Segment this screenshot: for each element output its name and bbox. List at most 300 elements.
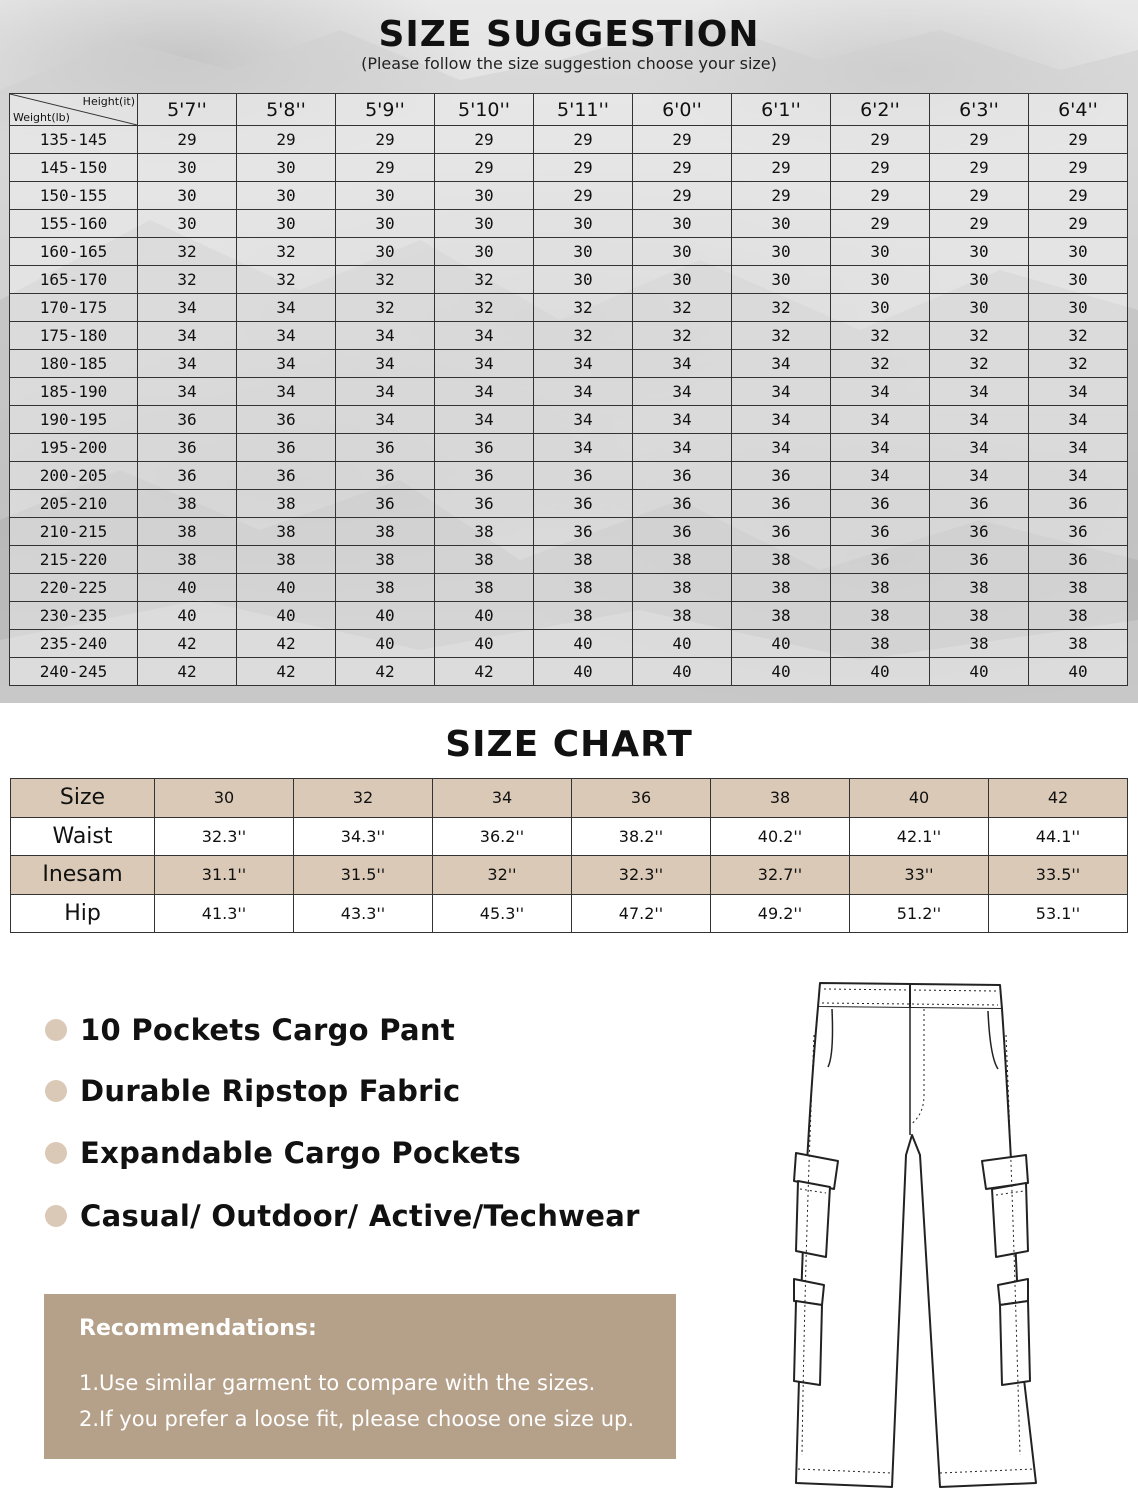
size-suggestion-title: SIZE SUGGESTION xyxy=(378,14,760,55)
suggested-size-cell: 38 xyxy=(732,602,831,630)
suggested-size-cell: 38 xyxy=(336,518,435,546)
suggested-size-cell: 34 xyxy=(732,378,831,406)
weight-range-cell: 155-160 xyxy=(10,210,138,238)
suggested-size-cell: 38 xyxy=(435,518,534,546)
suggested-size-cell: 32 xyxy=(1029,350,1128,378)
suggested-size-cell: 40 xyxy=(1029,658,1128,686)
weight-row xyxy=(10,518,1128,546)
suggested-size-cell: 29 xyxy=(1029,154,1128,182)
suggested-size-cell: 36 xyxy=(930,546,1029,574)
weight-range-cell: 190-195 xyxy=(10,406,138,434)
table-corner-cell xyxy=(10,94,138,126)
suggested-size-cell: 34 xyxy=(1029,462,1128,490)
suggested-size-cell: 42 xyxy=(237,658,336,686)
weight-row xyxy=(10,378,1128,406)
weight-range-cell: 145-150 xyxy=(10,154,138,182)
weight-range-cell: 195-200 xyxy=(10,434,138,462)
suggested-size-cell: 34 xyxy=(633,406,732,434)
weight-row xyxy=(10,154,1128,182)
suggested-size-cell: 36 xyxy=(336,434,435,462)
suggested-size-cell: 38 xyxy=(930,602,1029,630)
suggested-size-cell: 36 xyxy=(237,462,336,490)
suggested-size-cell: 42 xyxy=(237,630,336,658)
measurement-label: Waist xyxy=(11,817,155,856)
suggested-size-cell: 29 xyxy=(534,182,633,210)
weight-row xyxy=(10,406,1128,434)
weight-row xyxy=(10,238,1128,266)
suggested-size-cell: 38 xyxy=(237,518,336,546)
suggested-size-cell: 34 xyxy=(138,378,237,406)
suggested-size-cell: 40 xyxy=(732,630,831,658)
suggested-size-cell: 36 xyxy=(930,518,1029,546)
suggested-size-cell: 30 xyxy=(336,210,435,238)
suggested-size-cell: 29 xyxy=(1029,126,1128,154)
suggested-size-cell: 29 xyxy=(930,126,1029,154)
weight-range-cell: 210-215 xyxy=(10,518,138,546)
suggested-size-cell: 36 xyxy=(732,518,831,546)
size-chart-row xyxy=(11,779,1128,818)
bullet-dot-icon xyxy=(45,1205,67,1227)
suggested-size-cell: 36 xyxy=(1029,518,1128,546)
suggested-size-cell: 29 xyxy=(732,182,831,210)
feature-text: Durable Ripstop Fabric xyxy=(80,1074,461,1108)
measurement-value: 43.3'' xyxy=(294,894,433,933)
weight-range-cell: 215-220 xyxy=(10,546,138,574)
suggested-size-cell: 29 xyxy=(1029,182,1128,210)
measurement-value: 34 xyxy=(433,779,572,818)
weight-range-cell: 175-180 xyxy=(10,322,138,350)
suggested-size-cell: 40 xyxy=(138,602,237,630)
suggested-size-cell: 36 xyxy=(1029,490,1128,518)
weight-row xyxy=(10,294,1128,322)
suggested-size-cell: 36 xyxy=(831,490,930,518)
feature-text: Casual/ Outdoor/ Active/Techwear xyxy=(80,1199,640,1233)
suggested-size-cell: 40 xyxy=(336,630,435,658)
bullet-dot-icon xyxy=(45,1019,67,1041)
suggested-size-cell: 32 xyxy=(831,322,930,350)
weight-range-cell: 150-155 xyxy=(10,182,138,210)
measurement-value: 32.3'' xyxy=(155,817,294,856)
height-header: 5'7'' xyxy=(138,94,237,126)
measurement-value: 51.2'' xyxy=(850,894,989,933)
suggested-size-cell: 30 xyxy=(336,238,435,266)
suggested-size-cell: 36 xyxy=(138,406,237,434)
suggested-size-cell: 36 xyxy=(732,490,831,518)
suggested-size-cell: 29 xyxy=(930,182,1029,210)
measurement-value: 36.2'' xyxy=(433,817,572,856)
suggested-size-cell: 30 xyxy=(237,154,336,182)
suggested-size-cell: 34 xyxy=(336,322,435,350)
suggested-size-cell: 36 xyxy=(336,462,435,490)
suggested-size-cell: 38 xyxy=(732,574,831,602)
suggested-size-cell: 34 xyxy=(633,434,732,462)
suggested-size-cell: 29 xyxy=(831,154,930,182)
suggested-size-cell: 30 xyxy=(732,210,831,238)
size-chart-row xyxy=(11,894,1128,933)
suggested-size-cell: 38 xyxy=(534,602,633,630)
suggested-size-cell: 34 xyxy=(1029,378,1128,406)
suggested-size-cell: 38 xyxy=(633,546,732,574)
height-header: 6'4'' xyxy=(1029,94,1128,126)
suggested-size-cell: 29 xyxy=(633,154,732,182)
suggested-size-cell: 30 xyxy=(138,154,237,182)
suggested-size-cell: 29 xyxy=(138,126,237,154)
suggested-size-cell: 29 xyxy=(534,126,633,154)
weight-row xyxy=(10,126,1128,154)
suggested-size-cell: 40 xyxy=(633,658,732,686)
suggested-size-cell: 30 xyxy=(930,294,1029,322)
height-header: 6'2'' xyxy=(831,94,930,126)
suggested-size-cell: 38 xyxy=(336,574,435,602)
weight-range-cell: 160-165 xyxy=(10,238,138,266)
weight-row xyxy=(10,490,1128,518)
suggested-size-cell: 42 xyxy=(138,658,237,686)
feature-item xyxy=(45,1196,640,1236)
feature-item xyxy=(45,1071,460,1111)
suggested-size-cell: 30 xyxy=(1029,266,1128,294)
suggested-size-cell: 32 xyxy=(336,294,435,322)
weight-row xyxy=(10,210,1128,238)
suggested-size-cell: 34 xyxy=(732,350,831,378)
suggested-size-cell: 40 xyxy=(435,630,534,658)
suggested-size-cell: 34 xyxy=(831,434,930,462)
suggested-size-cell: 32 xyxy=(138,266,237,294)
weight-row xyxy=(10,546,1128,574)
weight-row xyxy=(10,182,1128,210)
suggested-size-cell: 38 xyxy=(138,490,237,518)
measurement-value: 32.7'' xyxy=(711,856,850,895)
suggested-size-cell: 30 xyxy=(534,238,633,266)
suggested-size-cell: 36 xyxy=(831,518,930,546)
height-header: 5'10'' xyxy=(435,94,534,126)
suggested-size-cell: 34 xyxy=(732,406,831,434)
suggested-size-cell: 32 xyxy=(138,238,237,266)
suggested-size-cell: 30 xyxy=(930,266,1029,294)
height-axis-label: Height(it) xyxy=(82,95,135,108)
suggested-size-cell: 34 xyxy=(336,378,435,406)
suggested-size-cell: 36 xyxy=(138,462,237,490)
feature-text: Expandable Cargo Pockets xyxy=(80,1136,522,1170)
suggested-size-cell: 30 xyxy=(633,210,732,238)
suggested-size-cell: 38 xyxy=(1029,630,1128,658)
size-chart-body xyxy=(11,779,1128,933)
suggested-size-cell: 29 xyxy=(534,154,633,182)
suggested-size-cell: 36 xyxy=(930,490,1029,518)
suggested-size-cell: 30 xyxy=(336,182,435,210)
suggested-size-cell: 38 xyxy=(534,574,633,602)
suggested-size-cell: 38 xyxy=(930,574,1029,602)
suggested-size-cell: 36 xyxy=(633,462,732,490)
measurement-value: 42.1'' xyxy=(850,817,989,856)
measurement-value: 38 xyxy=(711,779,850,818)
suggested-size-cell: 32 xyxy=(831,350,930,378)
suggested-size-cell: 42 xyxy=(336,658,435,686)
suggested-size-cell: 30 xyxy=(633,238,732,266)
measurement-value: 30 xyxy=(155,779,294,818)
suggested-size-cell: 40 xyxy=(435,602,534,630)
measurement-label: Hip xyxy=(11,894,155,933)
suggested-size-cell: 34 xyxy=(435,378,534,406)
height-header: 6'3'' xyxy=(930,94,1029,126)
suggested-size-cell: 38 xyxy=(138,546,237,574)
suggested-size-cell: 36 xyxy=(138,434,237,462)
weight-row xyxy=(10,630,1128,658)
weight-row xyxy=(10,350,1128,378)
suggested-size-cell: 30 xyxy=(831,294,930,322)
suggested-size-cell: 34 xyxy=(831,378,930,406)
suggested-size-cell: 38 xyxy=(237,490,336,518)
measurement-value: 45.3'' xyxy=(433,894,572,933)
measurement-value: 49.2'' xyxy=(711,894,850,933)
recommendations-box xyxy=(44,1294,676,1459)
suggested-size-cell: 30 xyxy=(435,210,534,238)
weight-range-cell: 170-175 xyxy=(10,294,138,322)
suggested-size-cell: 34 xyxy=(435,350,534,378)
suggested-size-cell: 36 xyxy=(435,490,534,518)
suggested-size-cell: 34 xyxy=(435,322,534,350)
suggested-size-cell: 36 xyxy=(633,490,732,518)
recommendation-line: 1.Use similar garment to compare with the sizes. xyxy=(79,1371,596,1395)
suggested-size-cell: 40 xyxy=(336,602,435,630)
suggested-size-cell: 36 xyxy=(831,546,930,574)
measurement-value: 38.2'' xyxy=(572,817,711,856)
suggested-size-cell: 30 xyxy=(138,182,237,210)
suggested-size-cell: 34 xyxy=(1029,406,1128,434)
suggested-size-cell: 30 xyxy=(930,238,1029,266)
suggested-size-cell: 29 xyxy=(831,210,930,238)
suggested-size-cell: 36 xyxy=(435,462,534,490)
suggested-size-cell: 38 xyxy=(534,546,633,574)
suggested-size-cell: 36 xyxy=(732,462,831,490)
suggested-size-cell: 38 xyxy=(831,602,930,630)
weight-row xyxy=(10,574,1128,602)
height-header: 5'9'' xyxy=(336,94,435,126)
suggested-size-cell: 38 xyxy=(237,546,336,574)
suggested-size-cell: 29 xyxy=(831,182,930,210)
suggested-size-cell: 30 xyxy=(633,266,732,294)
weight-range-cell: 220-225 xyxy=(10,574,138,602)
suggested-size-cell: 32 xyxy=(930,322,1029,350)
suggested-size-cell: 34 xyxy=(930,434,1029,462)
measurement-value: 42 xyxy=(989,779,1128,818)
suggested-size-cell: 32 xyxy=(435,294,534,322)
suggested-size-cell: 34 xyxy=(237,350,336,378)
suggested-size-cell: 30 xyxy=(1029,294,1128,322)
suggested-size-cell: 40 xyxy=(534,658,633,686)
suggested-size-cell: 38 xyxy=(435,574,534,602)
suggested-size-cell: 34 xyxy=(1029,434,1128,462)
suggested-size-cell: 32 xyxy=(633,294,732,322)
weight-row xyxy=(10,658,1128,686)
suggested-size-cell: 29 xyxy=(732,126,831,154)
measurement-value: 41.3'' xyxy=(155,894,294,933)
suggested-size-cell: 32 xyxy=(534,322,633,350)
cargo-pants-illustration xyxy=(770,975,1040,1495)
suggested-size-cell: 34 xyxy=(930,406,1029,434)
suggested-size-cell: 30 xyxy=(831,238,930,266)
suggested-size-cell: 32 xyxy=(435,266,534,294)
measurement-value: 33'' xyxy=(850,856,989,895)
suggested-size-cell: 29 xyxy=(435,126,534,154)
measurement-value: 33.5'' xyxy=(989,856,1128,895)
suggested-size-cell: 40 xyxy=(237,574,336,602)
size-chart-table xyxy=(10,778,1128,933)
suggested-size-cell: 42 xyxy=(435,658,534,686)
suggested-size-cell: 38 xyxy=(831,574,930,602)
suggested-size-cell: 34 xyxy=(138,350,237,378)
suggested-size-cell: 34 xyxy=(930,378,1029,406)
suggested-size-cell: 32 xyxy=(237,238,336,266)
suggested-size-cell: 29 xyxy=(237,126,336,154)
suggested-size-cell: 40 xyxy=(534,630,633,658)
measurement-value: 32 xyxy=(294,779,433,818)
suggested-size-cell: 32 xyxy=(237,266,336,294)
suggested-size-cell: 36 xyxy=(237,434,336,462)
suggested-size-cell: 34 xyxy=(534,406,633,434)
suggested-size-cell: 32 xyxy=(633,322,732,350)
weight-range-cell: 205-210 xyxy=(10,490,138,518)
suggested-size-cell: 34 xyxy=(336,406,435,434)
measurement-value: 47.2'' xyxy=(572,894,711,933)
size-suggestion-section xyxy=(0,0,1138,703)
suggested-size-cell: 32 xyxy=(732,294,831,322)
suggested-size-cell: 38 xyxy=(435,546,534,574)
suggested-size-cell: 34 xyxy=(138,294,237,322)
recommendation-line: 2.If you prefer a loose fit, please choose one size up. xyxy=(79,1407,635,1431)
measurement-label: Inesam xyxy=(11,856,155,895)
suggested-size-cell: 36 xyxy=(534,490,633,518)
bullet-dot-icon xyxy=(45,1142,67,1164)
size-chart-row xyxy=(11,856,1128,895)
recommendations-title: Recommendations: xyxy=(79,1316,317,1341)
suggested-size-cell: 34 xyxy=(534,350,633,378)
size-suggestion-subtitle: (Please follow the size suggestion choose your size) xyxy=(361,54,777,73)
suggested-size-cell: 30 xyxy=(237,182,336,210)
suggested-size-cell: 30 xyxy=(1029,238,1128,266)
size-suggestion-table xyxy=(9,93,1128,686)
suggested-size-cell: 38 xyxy=(336,546,435,574)
height-header: 6'1'' xyxy=(732,94,831,126)
weight-row xyxy=(10,434,1128,462)
suggested-size-cell: 40 xyxy=(237,602,336,630)
suggested-size-cell: 29 xyxy=(336,126,435,154)
suggested-size-cell: 34 xyxy=(633,378,732,406)
suggested-size-cell: 29 xyxy=(633,126,732,154)
measurement-value: 53.1'' xyxy=(989,894,1128,933)
suggested-size-cell: 34 xyxy=(336,350,435,378)
measurement-value: 40.2'' xyxy=(711,817,850,856)
suggested-size-cell: 38 xyxy=(138,518,237,546)
suggested-size-cell: 34 xyxy=(732,434,831,462)
suggested-size-cell: 36 xyxy=(633,518,732,546)
weight-range-cell: 135-145 xyxy=(10,126,138,154)
suggested-size-cell: 32 xyxy=(732,322,831,350)
measurement-value: 32'' xyxy=(433,856,572,895)
suggested-size-cell: 32 xyxy=(534,294,633,322)
suggested-size-cell: 38 xyxy=(633,574,732,602)
suggested-size-cell: 29 xyxy=(831,126,930,154)
height-header-row xyxy=(10,94,1128,126)
suggested-size-cell: 29 xyxy=(633,182,732,210)
suggested-size-cell: 40 xyxy=(633,630,732,658)
height-header: 6'0'' xyxy=(633,94,732,126)
suggested-size-cell: 30 xyxy=(534,210,633,238)
suggested-size-cell: 40 xyxy=(930,658,1029,686)
weight-range-cell: 165-170 xyxy=(10,266,138,294)
suggested-size-cell: 38 xyxy=(633,602,732,630)
suggested-size-cell: 36 xyxy=(534,462,633,490)
weight-row xyxy=(10,462,1128,490)
suggested-size-cell: 34 xyxy=(831,462,930,490)
size-chart-title: SIZE CHART xyxy=(445,724,693,765)
weight-range-cell: 185-190 xyxy=(10,378,138,406)
measurement-value: 40 xyxy=(850,779,989,818)
feature-item xyxy=(45,1010,455,1050)
suggested-size-cell: 30 xyxy=(831,266,930,294)
measurement-value: 44.1'' xyxy=(989,817,1128,856)
suggested-size-cell: 36 xyxy=(534,518,633,546)
suggested-size-cell: 30 xyxy=(534,266,633,294)
suggested-size-cell: 34 xyxy=(534,378,633,406)
weight-axis-label: Weight(lb) xyxy=(13,111,70,124)
weight-range-cell: 235-240 xyxy=(10,630,138,658)
suggested-size-cell: 38 xyxy=(1029,602,1128,630)
measurement-value: 32.3'' xyxy=(572,856,711,895)
suggested-size-cell: 36 xyxy=(435,434,534,462)
suggested-size-cell: 32 xyxy=(336,266,435,294)
suggested-size-cell: 29 xyxy=(435,154,534,182)
size-suggestion-body xyxy=(10,126,1128,686)
suggested-size-cell: 34 xyxy=(534,434,633,462)
suggested-size-cell: 34 xyxy=(237,322,336,350)
suggested-size-cell: 38 xyxy=(1029,574,1128,602)
suggested-size-cell: 29 xyxy=(1029,210,1128,238)
suggested-size-cell: 29 xyxy=(732,154,831,182)
suggested-size-cell: 36 xyxy=(1029,546,1128,574)
suggested-size-cell: 40 xyxy=(831,658,930,686)
suggested-size-cell: 34 xyxy=(435,406,534,434)
suggested-size-cell: 34 xyxy=(138,322,237,350)
measurement-value: 31.1'' xyxy=(155,856,294,895)
suggested-size-cell: 40 xyxy=(732,658,831,686)
suggested-size-cell: 32 xyxy=(930,350,1029,378)
suggested-size-cell: 34 xyxy=(237,294,336,322)
weight-row xyxy=(10,602,1128,630)
height-header: 5'8'' xyxy=(237,94,336,126)
bullet-dot-icon xyxy=(45,1080,67,1102)
size-chart-row xyxy=(11,817,1128,856)
suggested-size-cell: 30 xyxy=(732,266,831,294)
measurement-value: 34.3'' xyxy=(294,817,433,856)
suggested-size-cell: 30 xyxy=(732,238,831,266)
suggested-size-cell: 30 xyxy=(138,210,237,238)
weight-row xyxy=(10,266,1128,294)
weight-range-cell: 180-185 xyxy=(10,350,138,378)
suggested-size-cell: 30 xyxy=(435,182,534,210)
suggested-size-cell: 34 xyxy=(633,350,732,378)
weight-range-cell: 240-245 xyxy=(10,658,138,686)
suggested-size-cell: 34 xyxy=(930,462,1029,490)
weight-range-cell: 230-235 xyxy=(10,602,138,630)
measurement-value: 36 xyxy=(572,779,711,818)
height-header: 5'11'' xyxy=(534,94,633,126)
measurement-label: Size xyxy=(11,779,155,818)
suggested-size-cell: 29 xyxy=(336,154,435,182)
feature-text: 10 Pockets Cargo Pant xyxy=(80,1013,456,1047)
suggested-size-cell: 34 xyxy=(237,378,336,406)
suggested-size-cell: 42 xyxy=(138,630,237,658)
suggested-size-cell: 30 xyxy=(435,238,534,266)
